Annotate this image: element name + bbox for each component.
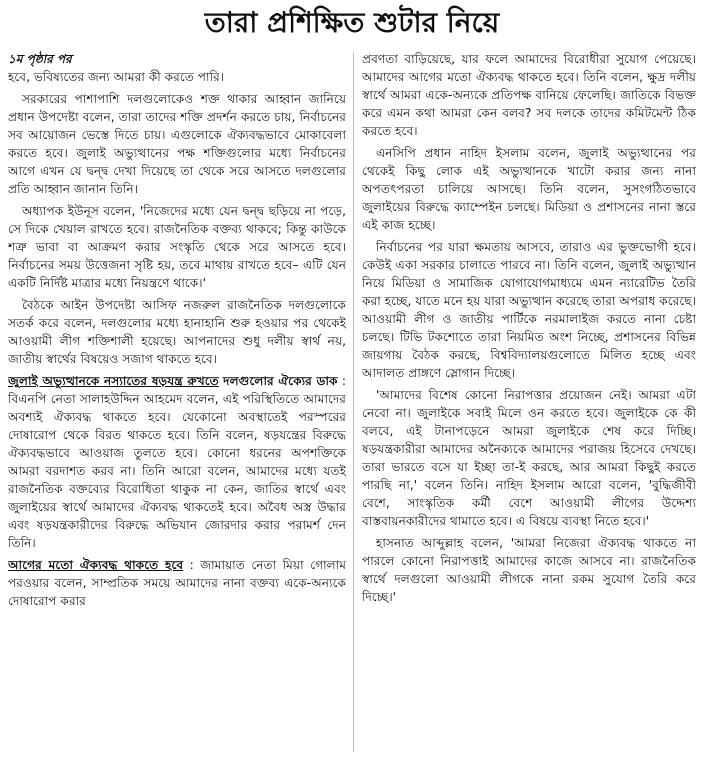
- paragraph: বৈঠকে আইন উপদেষ্টা আসিফ নজরুল রাজনৈতিক দলগুলোকে সতর্ক করে বলেন, দলগুলোর মধ্যে হানাহানি শুরু হওয়ার পর থেকেই আওয়ামী লীগ শক্তিশালী হয়েছে। আপনাদের শুধু দলীয় স্বার্থ নয়, জাতীয় স্বার্থের বিষয়েও সজাগ থাকতে হবে।: [8, 298, 346, 366]
- subhead-paragraph: [8, 556, 346, 610]
- paragraph: প্রবণতা বাড়িয়েছে, যার ফলে আমাদের বিরোধীরা সুযোগ পেয়েছে। আমাদের আগের মতো ঐক্যবদ্ধ থাকতে হবে। তিনি বলেন, ক্ষুদ্র দলীয় স্বার্থে আমরা একে-অন্যকে প্রতিপক্ষ বানিয়ে ফেলেছি। জাতিকে বিভক্ত করে এমন কথা আমরা কেন বলব? সব দলকে তাদের কমিটমেন্ট ঠিক করতে হবে।: [362, 52, 696, 138]
- paragraph-text: : জামায়াত নেতা মিয়া গোলাম পরওয়ার বলেন, সাম্প্রতিক সময়ে আমাদের নানা বক্তব্য একে-অন্যকে দোষারোপ করার: [8, 558, 346, 608]
- paragraph: অধ্যাপক ইউনূস বলেন, 'নিজেদের মধ্যে যেন দ্বন্দ্ব ছড়িয়ে না পড়ে, সে দিকে খেয়াল রাখতে হবে। রাজনৈতিক বক্তব্য থাকবে; কিন্তু কাউকে শত্রু ভাবা বা আক্রমণ করার সংস্কৃতি থেকে সরে আসতে হবে। নির্বাচনের সময় উত্তেজনা সৃষ্টি হয়, তবে মাথায় রাখতে হবে– এটি যেন একটি নির্দিষ্ট মাত্রার মধ্যে নিয়ন্ত্রণে থাকে।': [8, 204, 346, 290]
- left-column: [8, 50, 346, 614]
- paragraph: এনসিপি প্রধান নাহিদ ইসলাম বলেন, জুলাই অভ্যুত্থানের পর থেকেই কিছু লোক এই অভ্যুত্থানকে খাটো করার জন্য নানা অপতৎপরতা চালিয়ে আসছে। তিনি বলেন, সুসংগঠিতভাবে জুলাইয়ের বিরুদ্ধে ক্যাম্পেইন চলছে। মিডিয়া ও প্রশাসনের নানা স্তরে এই কাজ হচ্ছে।: [362, 146, 696, 232]
- article-headline: তারা প্রশিক্ষিত শুটার নিয়ে: [204, 6, 500, 39]
- subheading-continuation: দলগুলোর ঐক্যের ডাক: [223, 374, 338, 388]
- subheading: জুলাই অভ্যুত্থানকে নস্যাতের ষড়যন্ত্র রুখতে: [8, 374, 219, 388]
- paragraph: হাসনাত আব্দুল্লাহ বলেন, 'আমরা নিজেরা ঐক্যবদ্ধ থাকতে না পারলে কোনো নিরাপত্তাই আমাদের কাজে আসবে না। রাজনৈতিক স্বার্থে দলগুলো আওয়ামী লীগকে নানা রকম সুযোগ তৈরি করে দিচ্ছে।': [362, 536, 696, 604]
- paragraph-text: : বিএনপি নেতা সালাহউদ্দিন আহমেদ বলেন, এই পরিস্থিতিতে আমাদের অবশ্যই ঐক্যবদ্ধ থাকতে হবে। যেকোনো অবস্থাতেই পরস্পরের দোষারোপ থেকে বিরত থাকতে হবে। তিনি বলেন, ষড়যন্ত্রের বিরুদ্ধে ঐক্যবদ্ধভাবে আওয়াজ তুলতে হবে। কোনো ধরনের অপশক্তিকে আমরা বরদাশত করব না। তিনি আরো বলেন, আমাদের মধ্যে যতই রাজনৈতিক বক্তব্যের বিরোধিতা থাকুক না কেন, জাতির স্বার্থে এবং জুলাইয়ের স্বার্থে আমাদের ঐক্যবদ্ধ থাকতেই হবে। অবৈধ অস্ত্র উদ্ধার এবং ষড়যন্ত্রকারীদের বিরুদ্ধে অভিযান জোরদার করার পরামর্শ দেন তিনি।: [8, 374, 346, 550]
- paragraph: 'আমাদের বিশেষ কোনো নিরাপত্তার প্রয়োজন নেই। আমরা এটা নেবো না। জুলাইকে সবাই মিলে ওন করতে হবে। জুলাইকে কে কী বলবে, এই টানাপড়েনে আমরা জুলাইকে শেষ করে দিচ্ছি। ষড়যন্ত্রকারীরা আমাদের অনৈক্যকে আমাদের পরাজয় হিসেবে দেখছে। তারা ভারতে বসে যা ইচ্ছা তা-ই করছে, আর আমরা কিছুই করতে পারছি না,' বলেন তিনি। নাহিদ ইসলাম আরো বলেন, 'বুদ্ধিজীবী বেশে, সাংস্কৃতিক কর্মী বেশে আওয়ামী লীগের উদ্দেশ্য বাস্তবায়নকারীদের থামাতে হবে। এ বিষয়ে ব্যবস্থা নিতে হবে।': [362, 388, 696, 528]
- paragraph: হবে, ভবিষ্যতের জন্য আমরা কী করতে পারি।: [8, 70, 225, 84]
- column-divider: [353, 52, 354, 752]
- right-column: [362, 50, 696, 610]
- subheading: আগের মতো ঐক্যবদ্ধ থাকতে হবে: [8, 558, 184, 572]
- subhead-paragraph: [8, 372, 346, 552]
- paragraph: নির্বাচনের পর যারা ক্ষমতায় আসবে, তারাও এর ভুক্তভোগী হবে। কেউই একা সরকার চালাতে পারবে না। তিনি বলেন, জুলাই অভ্যুত্থান নিয়ে মিডিয়া ও সামাজিক যোগাযোগমাধ্যমে এমন ন্যারেটিভ তৈরি করা হচ্ছে, যাতে মনে হয় যারা অভ্যুত্থান করেছে তারা অপরাধ করেছে। আওয়ামী লীগ ও জাতীয় পার্টিকে নরমালাইজ করতে নানা চেষ্টা চলছে। টিভি টকশোতে তারা নিয়মিত অংশ নিচ্ছে, প্রশাসনের বিভিন্ন জায়গায় বৈঠক করছে, বিশ্ববিদ্যালয়গুলোতে মিলিত হচ্ছে এবং আদালত প্রাঙ্গণে স্লোগান দিচ্ছে।: [362, 240, 696, 380]
- continued-from-label: ১ম পৃষ্ঠার পর: [8, 52, 72, 66]
- paragraph: সরকারের পাশাপাশি দলগুলোকেও শক্ত থাকার আহ্বান জানিয়ে প্রধান উপদেষ্টা বলেন, তারা তাদের শক্তি প্রদর্শন করতে চায়, নির্বাচনের সব আয়োজন ভেস্তে দিতে চায়। এগুলোকে ঐক্যবদ্ধভাবে মোকাবেলা করতে হবে। জুলাই অভ্যুত্থানের পক্ষ শক্তিগুলোর মধ্যে নির্বাচনের আগে এখন যে দ্বন্দ্ব দেখা দিয়েছে তা থেকে সরে আসতে দলগুলোর প্রতি আহ্বান জানান তিনি।: [8, 92, 346, 196]
